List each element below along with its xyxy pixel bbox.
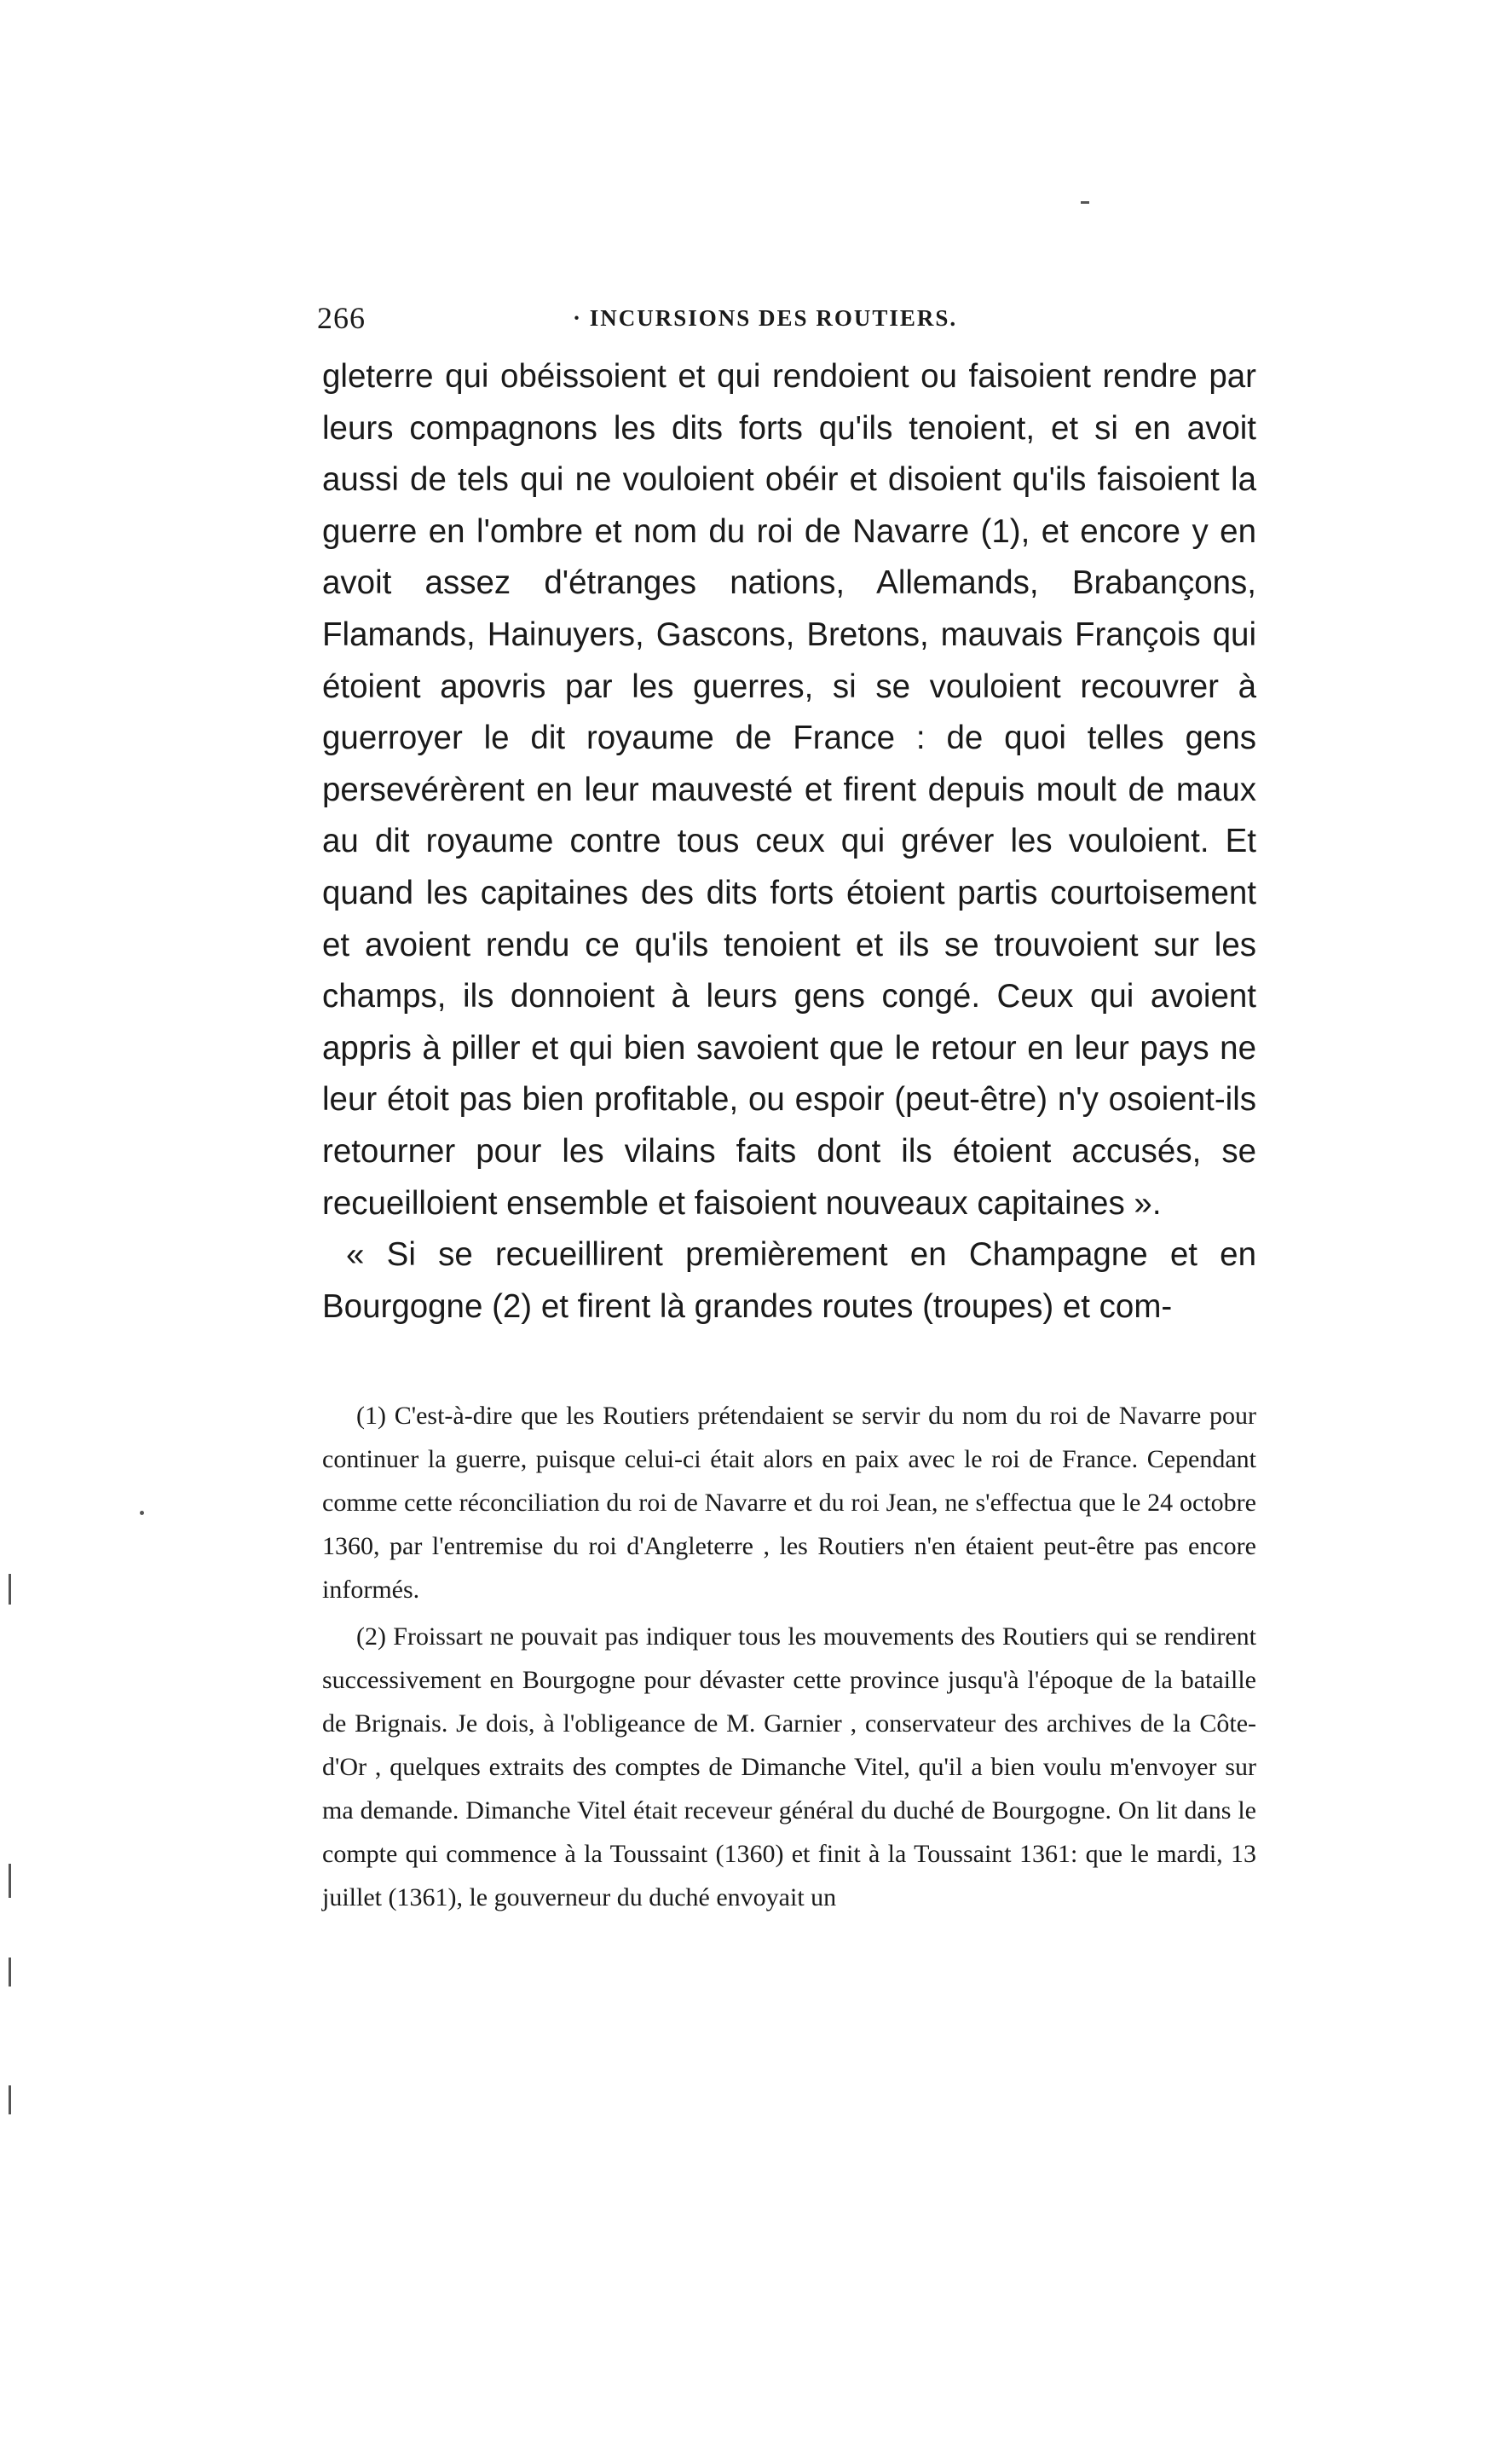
scan-mark-left-1 <box>9 1574 11 1605</box>
scan-mark-left-3 <box>9 1958 11 1986</box>
scan-mark-left-2 <box>9 1864 11 1898</box>
main-paragraph-2: « Si se recueillirent premièrement en Champagne et en Bourgogne (2) et firent là grandes routes (troupes) et com- <box>322 1236 1256 1325</box>
main-text <box>322 351 1256 1333</box>
footnote-1: (1) C'est-à-dire que les Routiers prétendaient se servir du nom du roi de Navarre pour continuer la guerre, puisque celui-ci était alors en paix avec le roi de France. Cependant comme cette réconciliation du roi de Navarre et du roi Jean, ne s'effectua que le 24 octobre 1360, par l'entremise du roi d'Angleterre , les Routiers n'en étaient peut-être pas encore informés. <box>322 1402 1256 1604</box>
scan-mark-left-4 <box>9 2085 11 2114</box>
main-paragraph-1: gleterre qui obéissoient et qui rendoient ou faisoient rendre par leurs compagnons les dits forts qu'ils tenoient, et si en avoit aussi de tels qui ne vouloient obéir et disoient qu'ils faisoient la guerre en l'ombre et nom du roi de Navarre (1), et encore y en avoit assez d'étranges nations, Allemands, Brabançons, Flamands, Hainuyers, Gascons, Bretons, mauvais François qui étoient apovris par les guerres, si se vouloient recouvrer à guerroyer le dit royaume de France : de quoi telles gens persevérèrent en leur mauvesté et firent depuis moult de maux au dit royaume contre tous ceux qui gréver les vouloient. Et quand les capitaines des dits forts étoient partis courtoisement et avoient rendu ce qu'ils tenoient et ils se trouvoient sur les champs, ils donnoient à leurs gens congé. Ceux qui avoient appris à piller et qui bien savoient que le retour en leur pays ne leur étoit pas bien profitable, ou espoir (peut-être) n'y osoient-ils retourner pour les vilains faits dont ils étoient accusés, se recueilloient ensemble et faisoient nouveaux capitaines ». <box>322 358 1256 1222</box>
running-title: · INCURSIONS DES ROUTIERS. <box>573 305 958 331</box>
page-number: 266 <box>317 301 366 335</box>
page-header <box>317 300 1255 343</box>
scan-speck-top <box>1081 201 1089 204</box>
footnotes <box>322 1394 1256 1919</box>
footnote-2: (2) Froissart ne pouvait pas indiquer tous les mouvements des Routiers qui se rendirent successivement en Bourgogne pour dévaster cette province jusqu'à l'époque de la bataille de Brignais. Je dois, à l'obligeance de M. Garnier , conservateur des archives de la Côte-d'Or , quelques extraits des comptes de Dimanche Vitel, qu'il a bien voulu m'envoyer sur ma demande. Dimanche Vitel était receveur général du duché de Bourgogne. On lit dans le compte qui commence à la Toussaint (1360) et finit à la Toussaint 1361: que le mardi, 13 juillet (1361), le gouverneur du duché envoyait un <box>322 1622 1256 1911</box>
scan-speck-margin <box>140 1511 144 1515</box>
